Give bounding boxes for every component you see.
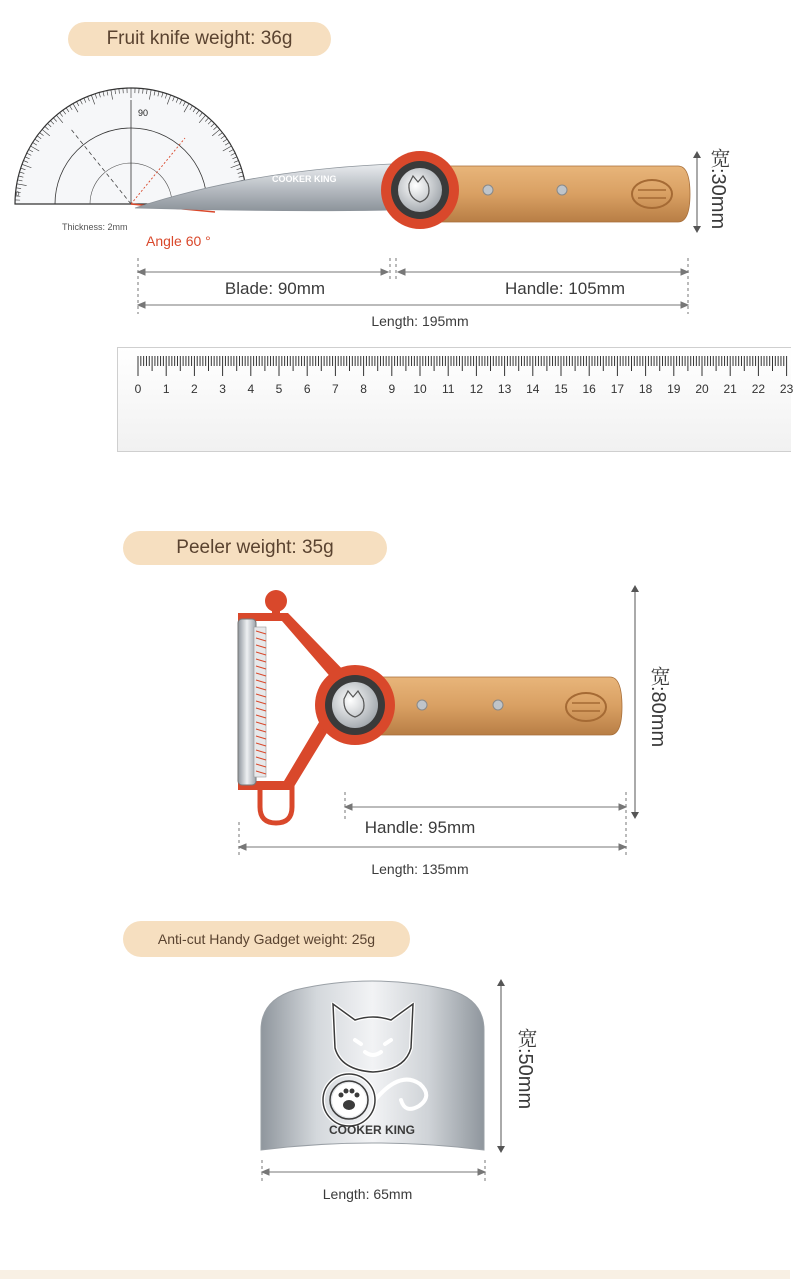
peeler-total-length-label: Length: 135mm	[371, 861, 469, 877]
ruler-label: 8	[360, 382, 367, 396]
svg-text:90: 90	[138, 108, 149, 118]
bottom-strip	[0, 1270, 790, 1279]
guard-weight-label: Anti-cut Handy Gadget weight: 25g	[157, 931, 376, 947]
ruler-label: 2	[191, 382, 198, 396]
ruler-label: 11	[441, 382, 455, 396]
ruler-label: 18	[638, 382, 653, 396]
guard-weight-badge	[123, 921, 410, 957]
guard-total-length-label: Length: 65mm	[322, 1186, 413, 1202]
ruler-label: 5	[275, 382, 283, 396]
ruler-label: 20	[695, 382, 709, 396]
ruler-label: 17	[610, 382, 625, 396]
guard-brand-text: COOKER KING	[328, 1123, 416, 1137]
knife-weight-label: Fruit knife weight: 36g	[106, 28, 293, 49]
svg-text:0: 0	[16, 192, 20, 198]
knife-total-length-label: Length: 195mm	[371, 313, 469, 329]
ruler-label: 0	[134, 382, 142, 396]
knife-brand-text: COOKER KING	[272, 174, 337, 184]
peeler-weight-badge	[123, 531, 387, 565]
ruler-label: 3	[219, 382, 226, 396]
guard-dimension-line	[258, 1160, 490, 1186]
ruler-label: 23	[779, 382, 793, 396]
ruler-label: 9	[388, 382, 396, 396]
ruler-label: 13	[497, 382, 512, 396]
ruler-label: 14	[526, 382, 540, 396]
peeler-width-arrow	[628, 584, 642, 820]
angle-note: Angle 60 °	[146, 233, 211, 249]
guard-width-arrow	[494, 978, 508, 1154]
thickness-note: Thickness: 2mm	[62, 222, 128, 232]
ruler-label: 21	[723, 382, 737, 396]
ruler-label: 19	[667, 382, 681, 396]
ruler-label: 10	[413, 382, 427, 396]
finger-guard-illustration	[255, 978, 490, 1156]
ruler-label: 16	[582, 382, 596, 396]
peeler-width-label: 宽:80mm	[647, 666, 669, 748]
ruler	[117, 347, 791, 452]
ruler-label: 15	[554, 382, 568, 396]
peeler-weight-label: Peeler weight: 35g	[176, 537, 334, 558]
blade-length-label: Blade: 90mm	[224, 279, 326, 298]
knife-width-arrow	[690, 150, 704, 234]
ruler-label: 6	[303, 382, 311, 396]
ruler-label: 7	[332, 382, 339, 396]
ruler-label: 12	[469, 382, 484, 396]
handle-length-label: Handle: 105mm	[504, 279, 625, 298]
ruler-label: 22	[751, 382, 766, 396]
fruit-knife-illustration	[130, 150, 700, 235]
guard-width-label: 宽:50mm	[514, 1028, 536, 1110]
ruler-label: 1	[162, 382, 170, 396]
peeler-handle-length-label: Handle: 95mm	[364, 818, 476, 837]
knife-width-label: 宽:30mm	[707, 148, 729, 230]
knife-weight-badge	[68, 22, 331, 56]
ruler-label: 4	[247, 382, 255, 396]
